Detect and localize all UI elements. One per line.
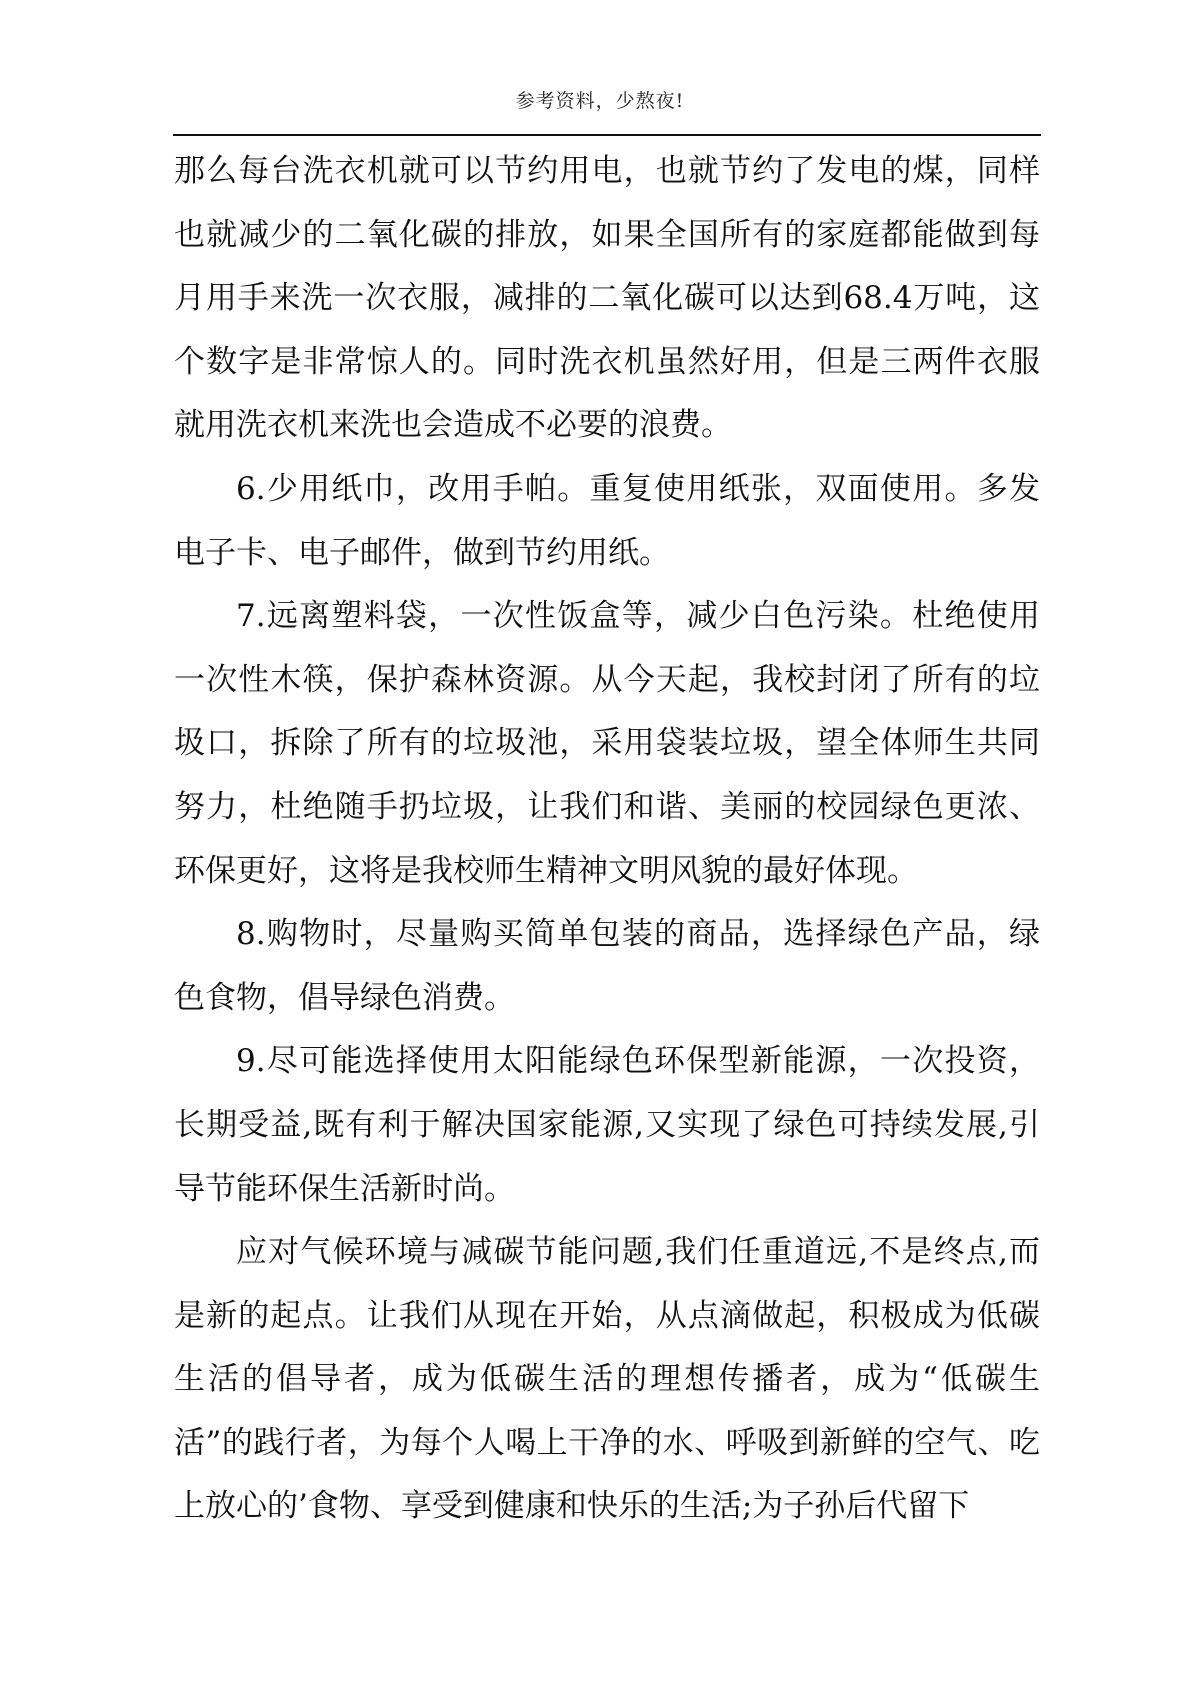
- header-divider: [173, 134, 1041, 136]
- document-body: [174, 140, 1040, 1539]
- page-header: 参考资料，少熬夜!: [515, 90, 685, 112]
- paragraph-conclusion: 应对气候环境与减碳节能问题,我们任重道远,不是终点,而是新的起点。让我们从现在开始，从点滴做起，积极成为低碳生活的倡导者，成为低碳生活的理想传播者，成为“低碳生活”的践行者，为每个人喝上干净的水、呼吸到新鲜的空气、吃上放心的’食物、享受到健康和快乐的生活;为子孙后代留下: [174, 1234, 1040, 1525]
- paragraph-continuation: 那么每台洗衣机就可以节约用电，也就节约了发电的煤，同样也就减少的二氧化碳的排放，如果全国所有的家庭都能做到每月用手来洗一次衣服，减排的二氧化碳可以达到68.4万吨，这个数字是非常惊人的。同时洗衣机虽然好用，但是三两件衣服就用洗衣机来洗也会造成不必要的浪费。: [174, 153, 1040, 444]
- paragraph-item-8: 8.购物时，尽量购买简单包装的商品，选择绿色产品，绿色食物，倡导绿色消费。: [174, 916, 1040, 1016]
- paragraph-item-9: 9.尽可能选择使用太阳能绿色环保型新能源，一次投资，长期受益,既有利于解决国家能源,又实现了绿色可持续发展,引导节能环保生活新时尚。: [174, 1043, 1040, 1207]
- paragraph-item-7: 7.远离塑料袋，一次性饭盒等，减少白色污染。杜绝使用一次性木筷，保护森林资源。从今天起，我校封闭了所有的垃圾口，拆除了所有的垃圾池，采用袋装垃圾，望全体师生共同努力，杜绝随手扔垃圾，让我们和谐、美丽的校园绿色更浓、环保更好，这将是我校师生精神文明风貌的最好体现。: [174, 598, 1040, 889]
- paragraph-item-6: 6.少用纸巾，改用手帕。重复使用纸张，双面使用。多发电子卡、电子邮件，做到节约用纸。: [174, 470, 1040, 571]
